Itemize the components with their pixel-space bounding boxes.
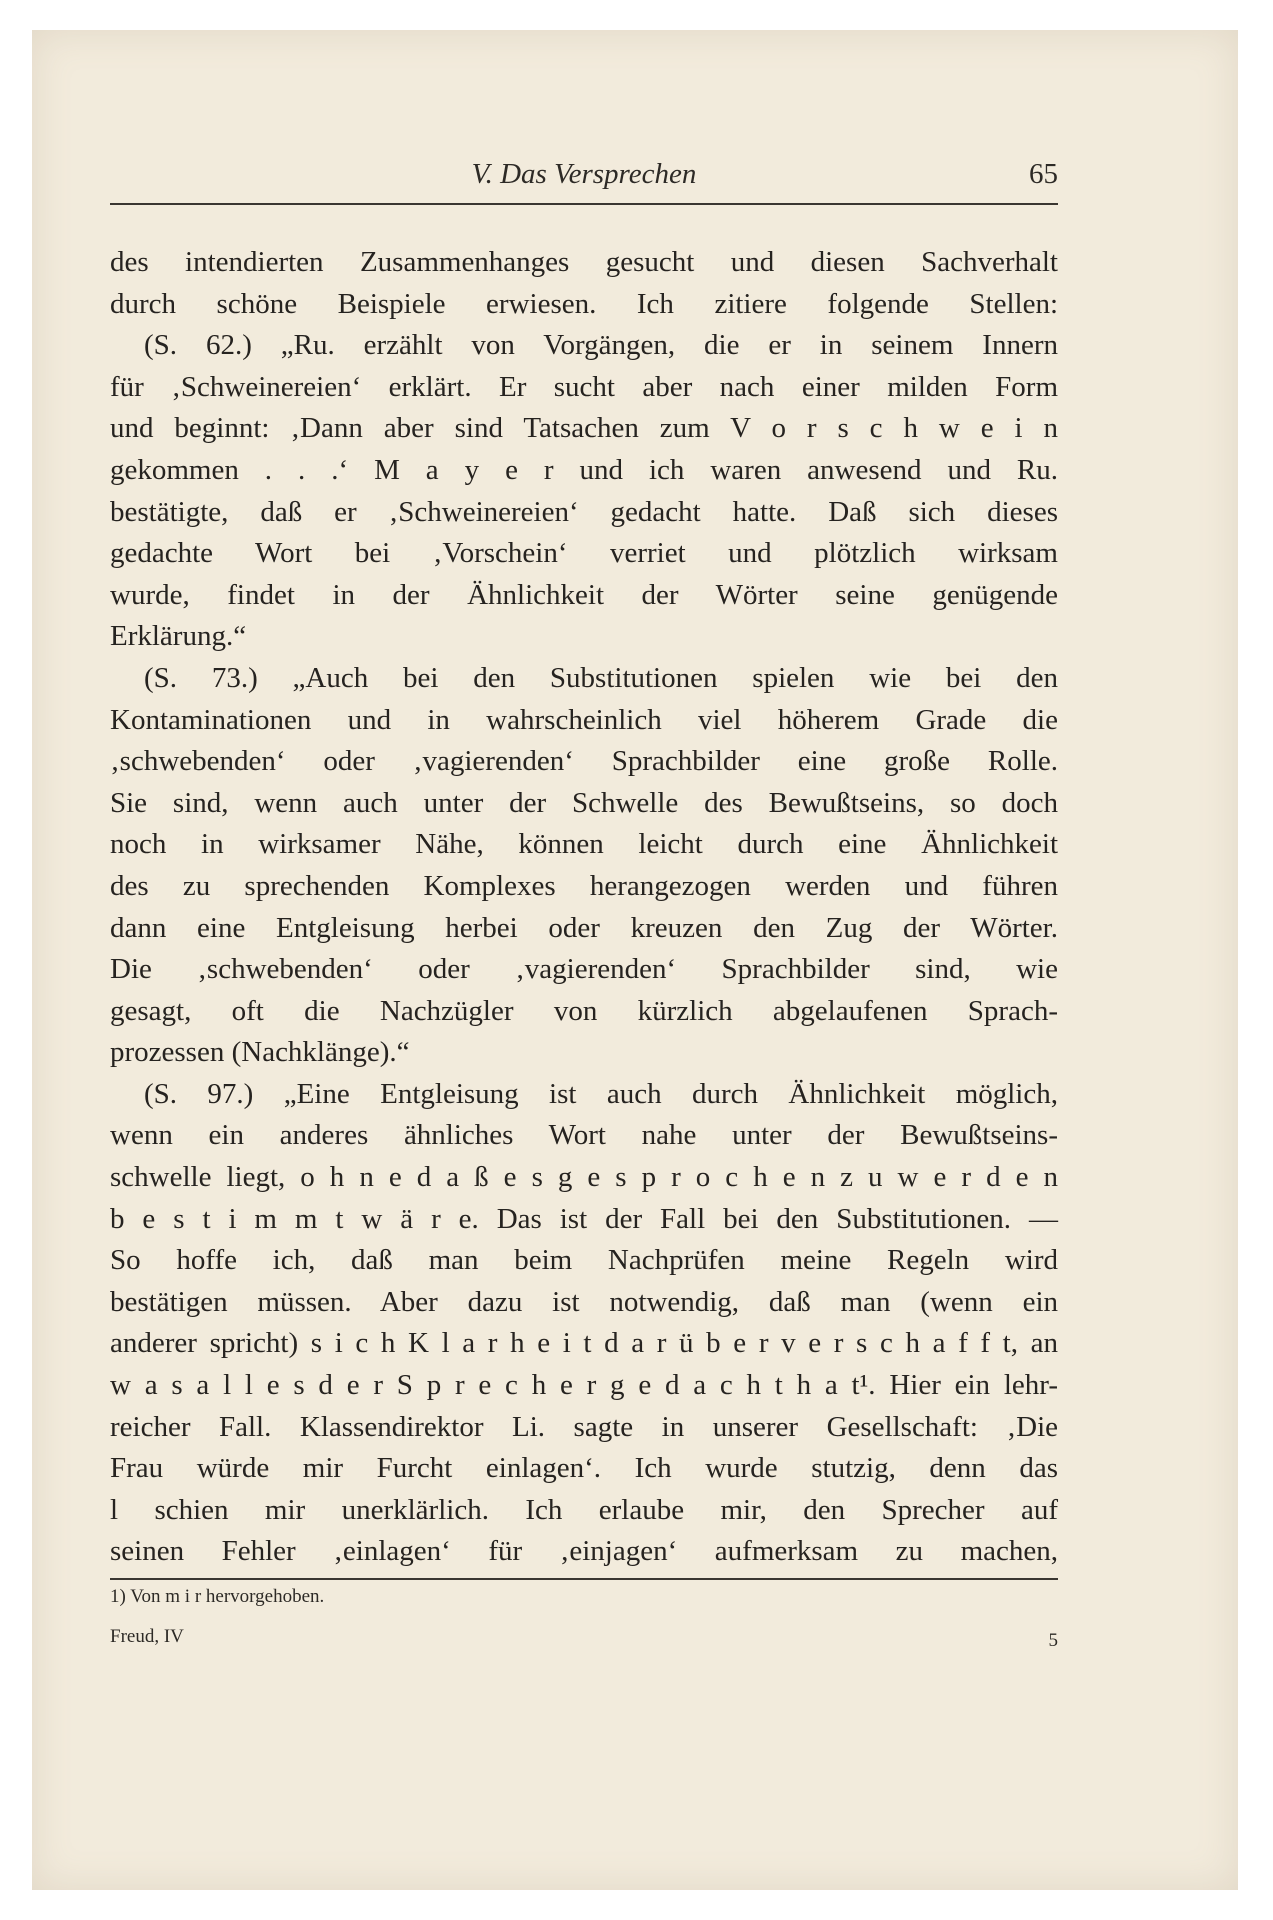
text-line: gekommen . . .‘ M a y e r und ich waren anwesend und Ru. — [110, 453, 1058, 486]
text-line: gesagt, oft die Nachzügler von kürzlich abgelaufenen Sprach- — [110, 994, 1058, 1027]
text-line: anderer spricht) s i c h K l a r h e i t d a r ü b e r v e r s c h a f f t, an — [110, 1327, 1058, 1360]
text-line: wurde, findet in der Ähnlichkeit der Wörter seine genügende — [110, 578, 1058, 611]
page-number: 65 — [1029, 158, 1058, 190]
text-line: seinen Fehler ‚einlagen‘ für ‚einjagen‘ aufmerksam zu machen, — [110, 1535, 1058, 1568]
signature-number: 5 — [1048, 1630, 1058, 1651]
text-line: für ‚Schweinereien‘ erklärt. Er sucht aber nach einer milden Form — [110, 370, 1058, 403]
text-line: und beginnt: ‚Dann aber sind Tatsachen zum V o r s c h w e i n — [110, 412, 1058, 445]
text-line: ‚schwebenden‘ oder ‚vagierenden‘ Sprachbilder eine große Rolle. — [110, 745, 1058, 778]
text-line: durch schöne Beispiele erwiesen. Ich zitiere folgende Stellen: — [110, 287, 1058, 320]
text-line: Die ‚schwebenden‘ oder ‚vagierenden‘ Sprachbilder sind, wie — [110, 953, 1058, 986]
footnote: 1) Von m i r hervorgehoben. — [110, 1586, 325, 1607]
text-line: bestätigen müssen. Aber dazu ist notwendig, daß man (wenn ein — [110, 1285, 1058, 1318]
text-line: schwelle liegt, o h n e d a ß e s g e s p r o c h e n z u w e r d e n — [110, 1161, 1058, 1194]
text-line: (S. 62.) „Ru. erzählt von Vorgängen, die er in seinem Innern — [144, 329, 1058, 362]
text-line: Erklärung.“ — [110, 620, 247, 653]
text-line: dann eine Entgleisung herbei oder kreuzen den Zug der Wörter. — [110, 911, 1058, 944]
text-line: Kontaminationen und in wahrscheinlich viel höherem Grade die — [110, 703, 1058, 736]
signature-label: Freud, IV — [110, 1626, 184, 1647]
text-line: gedachte Wort bei ‚Vorschein‘ verriet und plötzlich wirksam — [110, 537, 1058, 570]
text-line: des intendierten Zusammenhanges gesucht und diesen Sachverhalt — [110, 246, 1058, 278]
text-line: Sie sind, wenn auch unter der Schwelle des Bewußtseins, so doch — [110, 786, 1058, 819]
text-line: So hoffe ich, daß man beim Nachprüfen meine Regeln wird — [110, 1244, 1058, 1277]
text-line: (S. 73.) „Auch bei den Substitutionen spielen wie bei den — [144, 661, 1058, 694]
text-line: (S. 97.) „Eine Entgleisung ist auch durch Ähnlichkeit möglich, — [144, 1077, 1058, 1110]
running-header — [110, 158, 1058, 198]
header-rule — [110, 203, 1058, 205]
body-text — [110, 242, 1058, 1573]
text-line: noch in wirksamer Nähe, können leicht durch eine Ähnlichkeit — [110, 828, 1058, 861]
chapter-title: V. Das Versprechen — [471, 158, 697, 190]
printer-signature — [110, 1626, 1058, 1651]
text-line: prozessen (Nachklänge).“ — [110, 1036, 410, 1069]
footnote-rule — [110, 1578, 1058, 1580]
text-line: des zu sprechenden Komplexes herangezogen werden und führen — [110, 869, 1058, 902]
text-line: reicher Fall. Klassendirektor Li. sagte in unserer Gesellschaft: ‚Die — [110, 1410, 1058, 1443]
text-line: bestätigte, daß er ‚Schweinereien‘ gedacht hatte. Daß sich dieses — [110, 495, 1058, 528]
text-line: l schien mir unerklärlich. Ich erlaube mir, den Sprecher auf — [110, 1493, 1058, 1526]
text-line: Frau würde mir Furcht einlagen‘. Ich wurde stutzig, denn das — [110, 1452, 1058, 1485]
text-line: b e s t i m m t w ä r e. Das ist der Fall bei den Substitutionen. — — [110, 1202, 1058, 1235]
text-line: wenn ein anderes ähnliches Wort nahe unter der Bewußtseins- — [110, 1119, 1058, 1152]
text-line: w a s a l l e s d e r S p r e c h e r g e d a c h t h a t¹. Hier ein lehr- — [110, 1369, 1058, 1402]
